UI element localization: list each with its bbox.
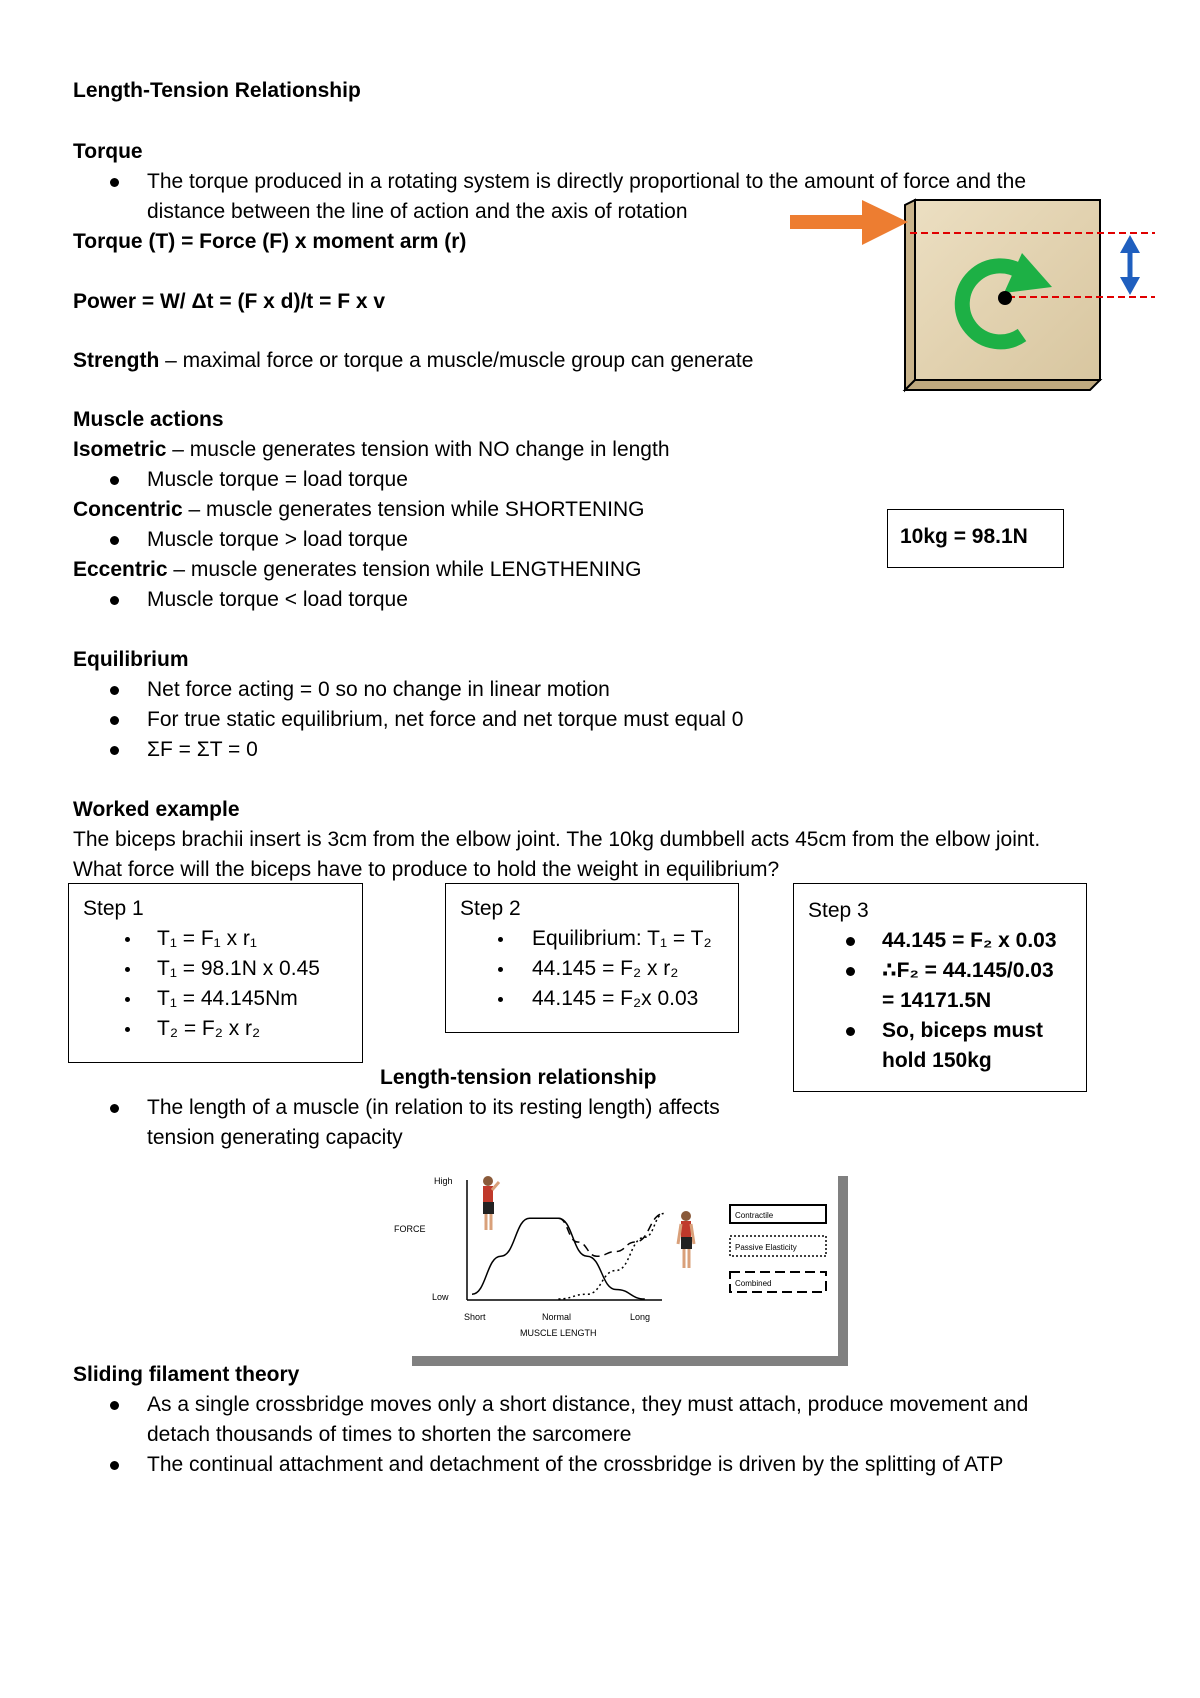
step1-item: T₁ = 98.1N x 0.45 [157, 957, 320, 980]
equilibrium-heading: Equilibrium [73, 648, 189, 671]
moment-arm-arrowhead-down [1120, 277, 1140, 295]
concentric-text: – muscle generates tension while SHORTENING [182, 498, 645, 521]
bullet-dot [110, 596, 119, 605]
step3-title: Step 3 [808, 899, 869, 922]
legend-contractile: Contractile [735, 1211, 774, 1220]
step1-item: T₁ = F₁ x r₁ [157, 927, 258, 950]
force-arrow-head [862, 200, 908, 245]
block-bottom-face [905, 380, 1100, 390]
length-tension-heading: Length-tension relationship [380, 1066, 657, 1089]
strength-text: – maximal force or torque a muscle/muscle group can generate [159, 349, 754, 372]
bullet-dot [498, 997, 503, 1002]
equilibrium-bullet: ΣF = ΣT = 0 [147, 738, 258, 761]
step2-item: 44.145 = F₂ x r₂ [532, 957, 679, 980]
torque-bullet-line2: distance between the line of action and the axis of rotation [147, 200, 688, 223]
conversion-text: 10kg = 98.1N [900, 525, 1028, 548]
chart-svg [394, 1166, 838, 1356]
conversion-box [887, 509, 1064, 568]
eccentric-label: Eccentric [73, 558, 168, 581]
worked-example-heading: Worked example [73, 798, 240, 821]
worked-example-line1: The biceps brachii insert is 3cm from the elbow joint. The 10kg dumbbell acts 45cm from the elbow joint. [73, 828, 1041, 851]
bullet-dot [125, 1027, 130, 1032]
axis-of-rotation [998, 291, 1012, 305]
bullet-dot [498, 967, 503, 972]
x-tick-long: Long [630, 1312, 651, 1322]
worked-example-line2: What force will the biceps have to produce to hold the weight in equilibrium? [73, 858, 780, 881]
bullet-dot [125, 967, 130, 972]
step1-title: Step 1 [83, 897, 144, 920]
eccentric-bullet: Muscle torque < load torque [147, 588, 408, 611]
y-axis-label: FORCE [394, 1224, 426, 1234]
y-tick-high: High [434, 1176, 453, 1186]
step3-item: = 14171.5N [882, 989, 992, 1012]
step1-item: T₁ = 44.145Nm [157, 987, 298, 1010]
strength-label: Strength [73, 349, 160, 372]
sliding-filament-bullet1-line2: detach thousands of times to shorten the sarcomere [147, 1423, 632, 1446]
block-side-face [905, 200, 915, 390]
step3-box [793, 883, 1087, 1092]
torque-bullet-line1: The torque produced in a rotating system is directly proportional to the amount of force and the [147, 170, 1026, 193]
x-tick-normal: Normal [542, 1312, 572, 1322]
step3-item: So, biceps must [882, 1019, 1044, 1042]
bullet-dot [110, 178, 119, 187]
step3-item: 44.145 = F₂ x 0.03 [882, 929, 1057, 952]
bullet-dot [125, 937, 130, 942]
strength-definition [73, 346, 753, 376]
concentric-label: Concentric [73, 498, 183, 521]
bullet-dot [498, 937, 503, 942]
sliding-filament-bullet1-line1: As a single crossbridge moves only a short distance, they must attach, produce movement and [147, 1393, 1029, 1416]
step1-box [68, 883, 363, 1063]
torque-formula: Torque (T) = Force (F) x moment arm (r) [73, 230, 467, 253]
page-title: Length-Tension Relationship [73, 79, 361, 102]
sliding-filament-heading: Sliding filament theory [73, 1363, 300, 1386]
bullet-dot [110, 1401, 119, 1410]
length-tension-chart [394, 1166, 848, 1366]
bullet-dot [110, 536, 119, 545]
step2-title: Step 2 [460, 897, 521, 920]
isometric-definition [73, 435, 670, 465]
bullet-dot [110, 1461, 119, 1470]
torque-heading: Torque [73, 140, 143, 163]
legend-combined: Combined [735, 1279, 772, 1288]
eccentric-text: – muscle generates tension while LENGTHENING [167, 558, 642, 581]
y-tick-low: Low [432, 1292, 449, 1302]
step2-box [445, 883, 739, 1033]
bullet-dot [110, 716, 119, 725]
concentric-definition [73, 495, 645, 525]
legend-passive: Passive Elasticity [735, 1243, 797, 1252]
bullet-dot [846, 967, 855, 976]
length-tension-bullet-line2: tension generating capacity [147, 1126, 403, 1149]
bullet-dot [110, 686, 119, 695]
step2-item: Equilibrium: T₁ = T₂ [532, 927, 712, 950]
concentric-bullet: Muscle torque > load torque [147, 528, 408, 551]
torque-diagram [790, 195, 1160, 400]
equilibrium-bullet: For true static equilibrium, net force and net torque must equal 0 [147, 708, 744, 731]
step2-item: 44.145 = F₂x 0.03 [532, 987, 699, 1010]
bullet-dot [110, 746, 119, 755]
isometric-text: – muscle generates tension with NO change in length [166, 438, 670, 461]
bullet-dot [125, 997, 130, 1002]
isometric-bullet: Muscle torque = load torque [147, 468, 408, 491]
step1-item: T₂ = F₂ x r₂ [157, 1017, 261, 1040]
moment-arm-arrowhead-up [1120, 235, 1140, 253]
isometric-label: Isometric [73, 438, 167, 461]
bullet-dot [846, 1027, 855, 1036]
sliding-filament-bullet2: The continual attachment and detachment of the crossbridge is driven by the splitting of ATP [147, 1453, 1004, 1476]
bullet-dot [110, 476, 119, 485]
force-arrow-shaft [790, 215, 868, 229]
equilibrium-bullet: Net force acting = 0 so no change in linear motion [147, 678, 610, 701]
length-tension-bullet-line1: The length of a muscle (in relation to its resting length) affects [147, 1096, 720, 1119]
power-formula: Power = W/ Δt = (F x d)/t = F x v [73, 290, 386, 313]
x-axis-label: MUSCLE LENGTH [520, 1328, 597, 1338]
x-tick-short: Short [464, 1312, 486, 1322]
step3-item: ∴F₂ = 44.145/0.03 [882, 959, 1054, 982]
eccentric-definition [73, 555, 641, 585]
step3-item: hold 150kg [882, 1049, 992, 1072]
bullet-dot [846, 937, 855, 946]
muscle-actions-heading: Muscle actions [73, 408, 224, 431]
bullet-dot [110, 1104, 119, 1113]
